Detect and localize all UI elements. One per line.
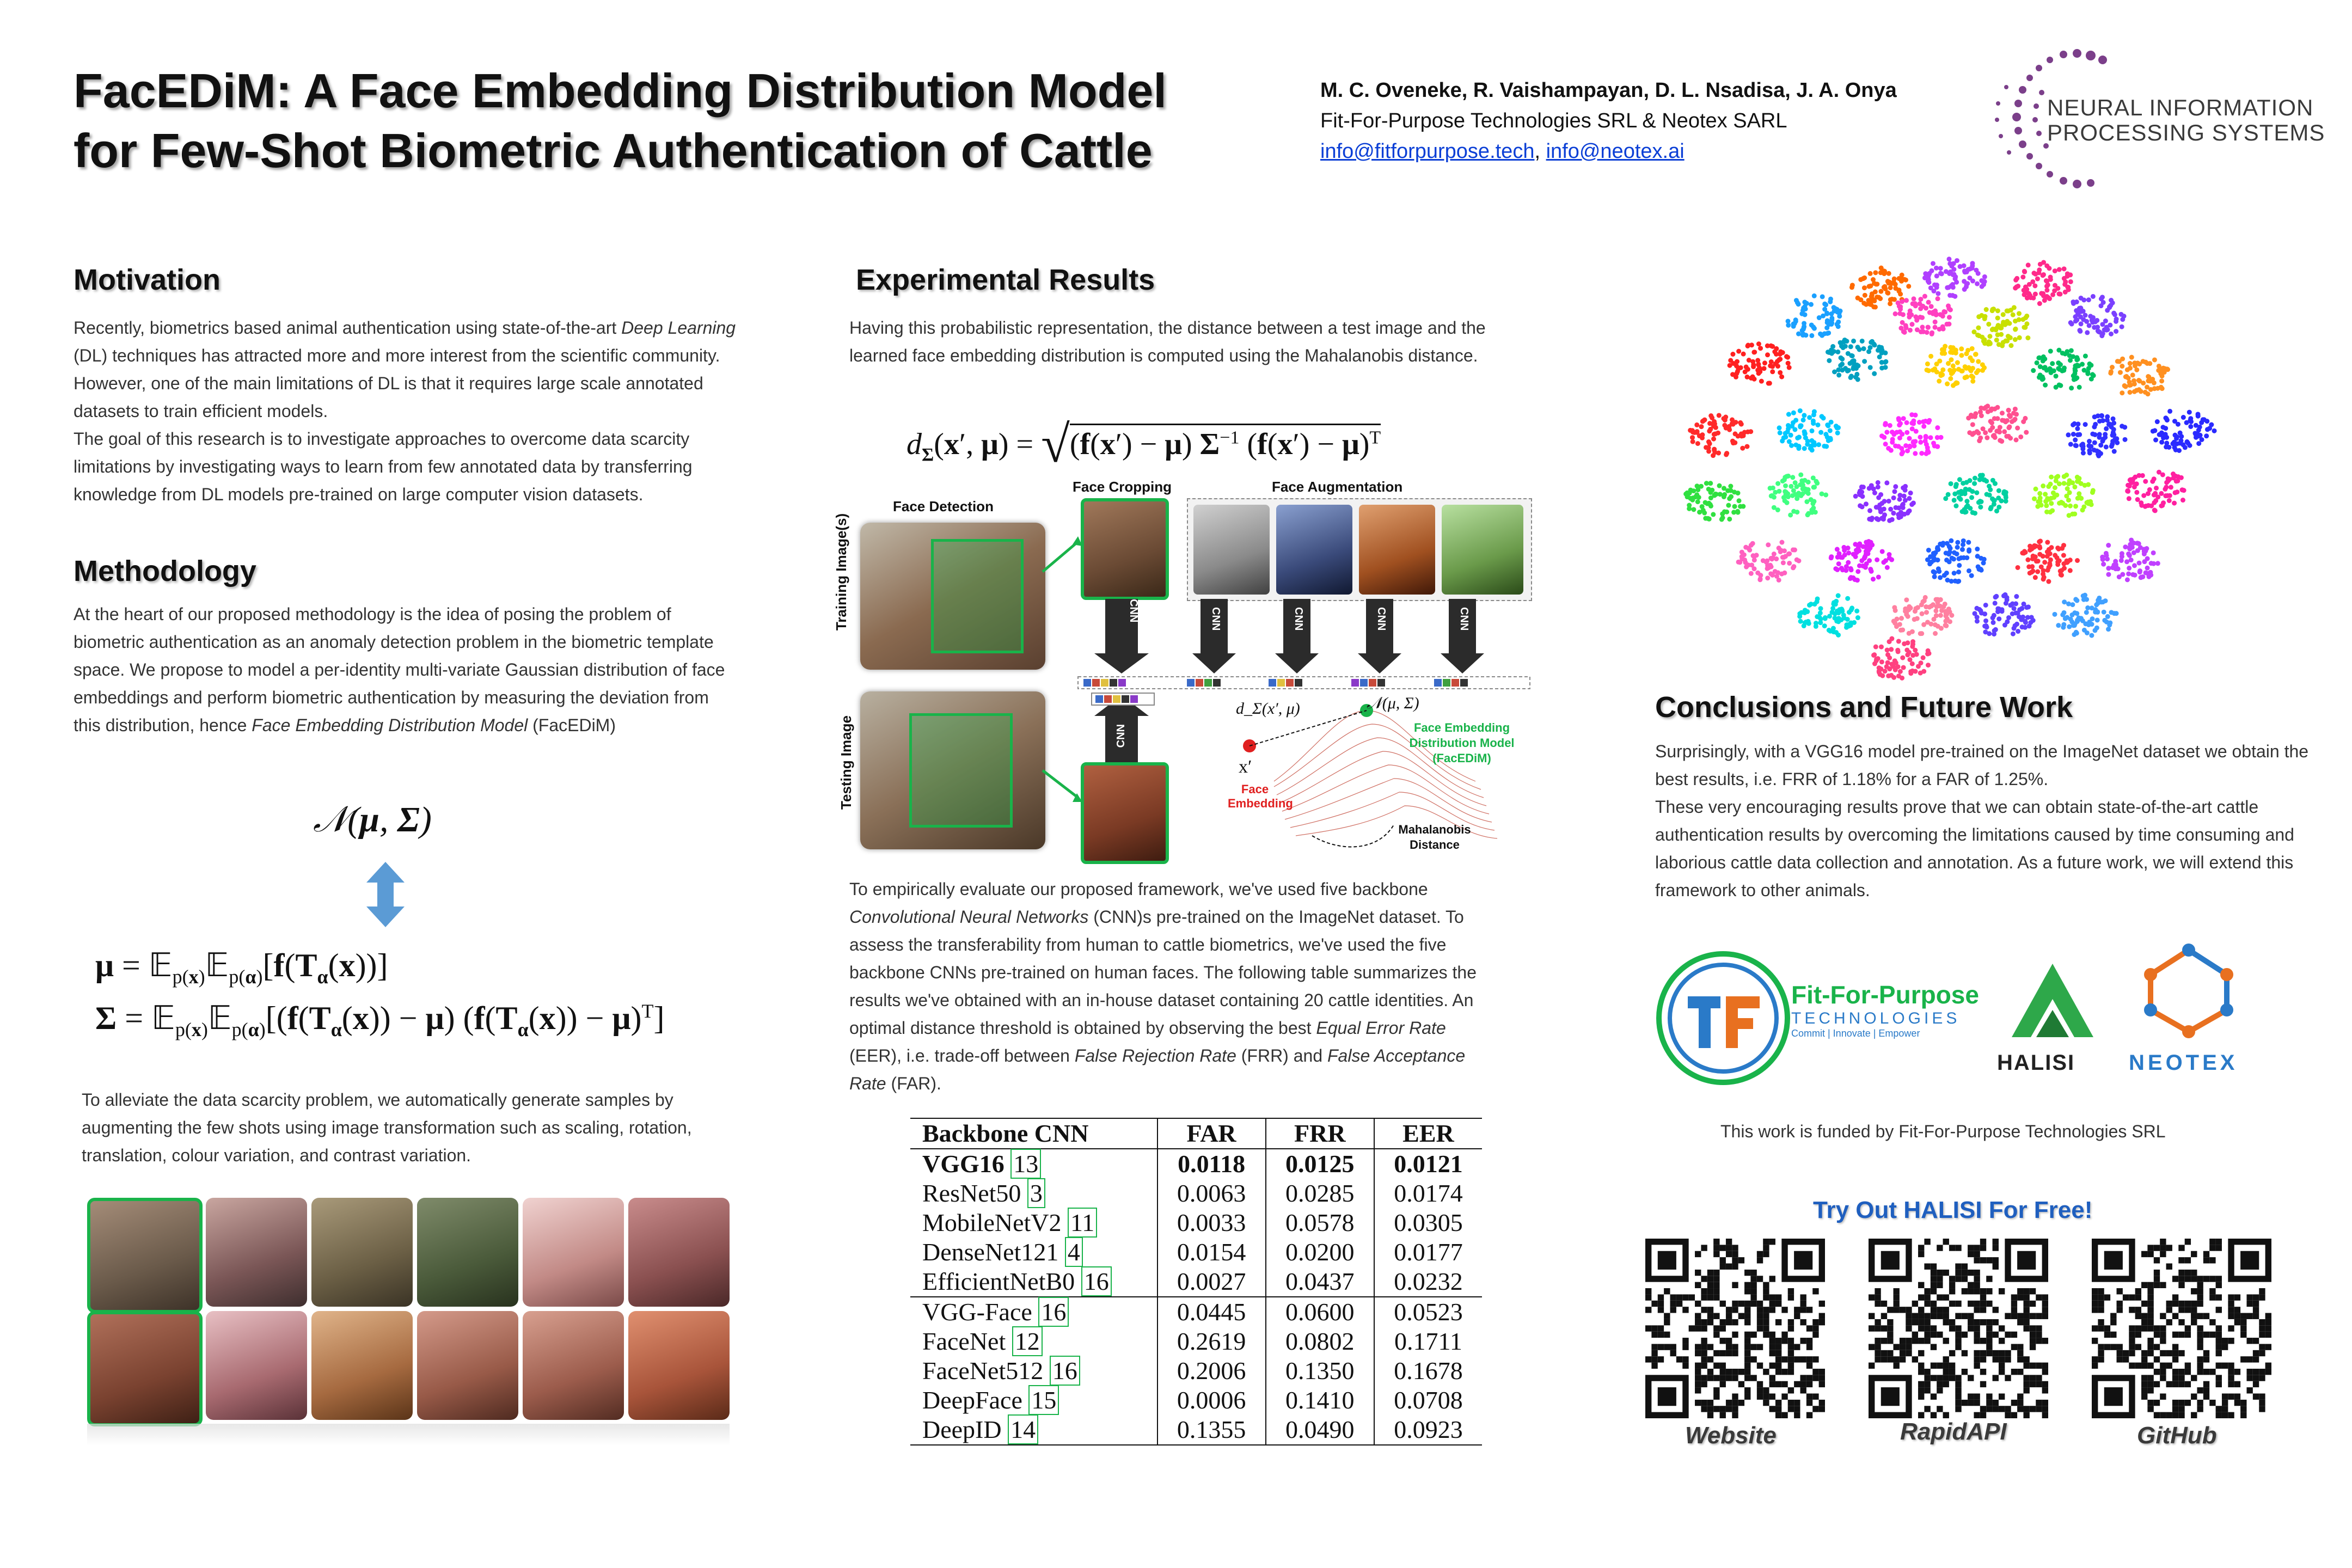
qr-website[interactable] <box>1645 1239 1825 1418</box>
cell-far: 0.1355 <box>1157 1415 1266 1445</box>
cell-backbone <box>910 1149 1157 1179</box>
cell-eer: 0.0121 <box>1374 1149 1482 1179</box>
conclusions-p1: Surprisingly, with a VGG16 model pre-trained on the ImageNet dataset we obtain the best results, i.e. FRR of 1.18% for a FAR of 1.25%. <box>1655 742 2309 789</box>
cell-eer: 0.0174 <box>1394 1179 1463 1207</box>
cow-aug-2 <box>311 1198 413 1307</box>
halisi-wordmark: HALISI <box>1997 1051 2075 1075</box>
author-block: M. C. Oveneke, R. Vaishampayan, D. L. Nsadisa, J. A. Onya Fit-For-Purpose Technologies SRL & Neotex SARL info@fitforpurpose.tech, info@neotex.ai <box>1320 75 1897 167</box>
methodology-p1-post: (FacEDiM) <box>532 715 616 735</box>
table-header: Backbone CNN <box>910 1118 1157 1149</box>
methodology-p1-italic: Face Embedding Distribution Model <box>252 715 528 735</box>
citation-link[interactable]: 14 <box>1008 1414 1038 1444</box>
table-header-row <box>910 1118 1482 1149</box>
cell-backbone <box>910 1386 1157 1415</box>
cell-frr: 0.0125 <box>1266 1149 1374 1179</box>
normal-label: 𝒩(μ, Σ) <box>1367 694 1419 712</box>
pipeline-arrows <box>822 476 1541 868</box>
cell-backbone <box>910 1356 1157 1386</box>
backbone-name: DeepID <box>922 1416 1002 1443</box>
exp-p2-a: To empirically evaluate our proposed framework, we've used five backbone <box>849 879 1428 899</box>
backbone-name: VGG-Face <box>922 1298 1032 1326</box>
funding-note: This work is funded by Fit-For-Purpose Technologies SRL <box>1720 1122 2166 1141</box>
citation-link[interactable]: 15 <box>1028 1385 1059 1415</box>
cell-backbone <box>910 1267 1157 1297</box>
email-link-1[interactable]: info@fitforpurpose.tech <box>1320 140 1535 163</box>
backbone-name: FaceNet <box>922 1327 1006 1355</box>
table-row <box>910 1267 1482 1297</box>
cell-far: 0.0154 <box>1157 1238 1266 1267</box>
exp-p2-i2: Equal Error Rate <box>1316 1018 1446 1038</box>
ffp-logo-icon <box>1655 950 1791 1086</box>
exp-p2-b: (CNN)s pre-trained on the ImageNet dataset. To assess the transferability from human to cattle biometrics, we've used the five backbone CNNs pre-trained on human faces. The following table summarizes the results we've obtained with an in-house dataset containing 20 cattle identities. An optimal distance threshold is obtained by observing the best <box>849 907 1477 1038</box>
cow-shot-2 <box>87 1311 203 1426</box>
cell-frr: 0.0200 <box>1266 1238 1374 1267</box>
table-row <box>910 1356 1482 1386</box>
results-table <box>910 1118 1482 1445</box>
face-augmentation-label: Face Augmentation <box>1272 479 1403 495</box>
augmentation-grid <box>87 1198 730 1448</box>
table-row <box>910 1297 1482 1327</box>
face-detection-label: Face Detection <box>893 498 994 514</box>
email-link-2[interactable]: info@neotex.ai <box>1546 140 1685 163</box>
backbone-name: VGG16 <box>922 1150 1004 1178</box>
exp-p2-e: (FAR). <box>891 1074 941 1093</box>
backbone-name: DenseNet121 <box>922 1238 1059 1266</box>
cell-backbone <box>910 1208 1157 1238</box>
motivation-p1-italic: Deep Learning <box>621 318 736 338</box>
cell-backbone <box>910 1179 1157 1208</box>
exp-p2-i3: False Rejection Rate <box>1074 1046 1236 1065</box>
cnn-label-1: CNN <box>1128 599 1140 623</box>
motivation-heading: Motivation <box>74 264 220 296</box>
double-arrow-icon <box>364 862 407 927</box>
pipeline-diagram <box>822 476 1541 868</box>
testing-label: Testing Image <box>837 715 854 810</box>
cell-far: 0.2619 <box>1157 1327 1266 1356</box>
halisi-logo-icon <box>2006 958 2099 1040</box>
cell-frr: 0.1410 <box>1266 1386 1374 1415</box>
title-line-1: FacEDiM: A Face Embedding Distribution Model <box>74 64 1167 118</box>
cell-far: 0.0027 <box>1157 1267 1266 1297</box>
cnn-label-3: CNN <box>1293 607 1304 631</box>
cell-backbone <box>910 1297 1157 1327</box>
cell-far: 0.0445 <box>1157 1297 1266 1327</box>
cell-eer: 0.1711 <box>1394 1327 1462 1355</box>
experimental-p1: Having this probabilistic representation, the distance between a test image and the learned face embedding distribution is computed using the Mahalanobis distance. <box>849 318 1486 365</box>
experimental-p2 <box>849 875 1503 1098</box>
cell-far: 0.2006 <box>1157 1356 1266 1386</box>
cell-eer: 0.0523 <box>1374 1297 1482 1327</box>
qr-label-website: Website <box>1685 1422 1777 1449</box>
table-body <box>910 1149 1482 1445</box>
cell-frr: 0.0285 <box>1266 1179 1374 1208</box>
cell-frr: 0.0490 <box>1266 1415 1374 1445</box>
table-row <box>910 1208 1482 1238</box>
cell-frr: 0.0600 <box>1266 1297 1374 1327</box>
face-cropping-label: Face Cropping <box>1073 479 1172 495</box>
cell-far: 0.0006 <box>1157 1386 1266 1415</box>
cnn-label-2: CNN <box>1210 607 1222 631</box>
ffp-logo <box>1655 950 1791 1086</box>
cell-frr: 0.0437 <box>1266 1267 1374 1297</box>
experimental-heading: Experimental Results <box>856 264 1155 296</box>
cow-aug-8 <box>417 1311 518 1420</box>
cell-far: 0.0033 <box>1157 1208 1266 1238</box>
backbone-name: FaceNet512 <box>922 1357 1044 1385</box>
backbone-name: MobileNetV2 <box>922 1209 1062 1236</box>
qr-label-rapidapi: RapidAPI <box>1900 1418 2007 1445</box>
methodology-p1: At the heart of our proposed methodology is the idea of posing the problem of biometric authentication as an anomaly detection problem in the biometric template space. We propose to model a per-identity multi-variate Gaussian distribution of face embeddings and perform biometric authentication by measuring the deviation from this distribution, hence <box>74 604 725 735</box>
neurips-line-1: NEURAL INFORMATION <box>2047 95 2314 120</box>
cow-aug-7 <box>311 1311 413 1420</box>
cow-aug-5 <box>628 1198 730 1307</box>
grid-reflection <box>87 1424 730 1445</box>
qr-rapidapi[interactable] <box>1869 1239 2048 1418</box>
ffp-wordmark <box>1791 980 1979 1039</box>
x-prime-label: x′ <box>1239 757 1252 777</box>
table-row <box>910 1327 1482 1356</box>
motivation-p1-post: (DL) techniques has attracted more and more interest from the scientific community. However, one of the main limitations of DL is that it requires large scale annotated datasets to train efficient models. <box>74 346 720 421</box>
table-header: EER <box>1374 1118 1482 1149</box>
cow-aug-6 <box>206 1311 307 1420</box>
mu-equation: $\mu = 𝔼_{p(x)}𝔼_{p(\alpha)}[f(T_\alpha(x))]$ <box>95 947 388 988</box>
training-label: Training Image(s) <box>833 513 850 631</box>
neotex-logo-icon <box>2140 942 2238 1040</box>
table-row <box>910 1149 1482 1179</box>
cell-far: 0.0063 <box>1157 1179 1266 1208</box>
cow-aug-3 <box>417 1198 518 1307</box>
backbone-name: DeepFace <box>922 1386 1022 1414</box>
cell-frr: 0.0802 <box>1266 1327 1374 1356</box>
author-names: M. C. Oveneke, R. Vaishampayan, D. L. Nsadisa, J. A. Onya <box>1320 79 1897 102</box>
sigma-equation: $\Sigma = 𝔼_{p(x)}𝔼_{p(\alpha)}[(f(T_\alpha(x)) - \mu) (f(T_\alpha(x)) - \mu)^T]$ <box>95 1000 665 1040</box>
try-out-heading: Try Out HALISI For Free! <box>1813 1197 2093 1223</box>
cell-eer: 0.0305 <box>1394 1209 1463 1236</box>
cnn-label-test: CNN <box>1115 724 1127 748</box>
cell-frr: 0.0578 <box>1266 1208 1374 1238</box>
cow-aug-10 <box>628 1311 730 1420</box>
table-row <box>910 1238 1482 1267</box>
conclusions-heading: Conclusions and Future Work <box>1655 691 2073 724</box>
title-line-2: for Few-Shot Biometric Authentication of Cattle <box>74 124 1153 177</box>
cell-eer: 0.0177 <box>1394 1238 1463 1266</box>
conclusions-p2: These very encouraging results prove that we can obtain state-of-the-art cattle authentication results by overcoming the limitations caused by time consuming and laborious cattle data collection and annotation. As a future work, we will extend this framework to other animals. <box>1655 797 2294 900</box>
neurips-logo <box>1982 44 2330 196</box>
cow-aug-9 <box>523 1311 624 1420</box>
qr-label-github: GitHub <box>2137 1422 2217 1449</box>
cell-eer: 0.1678 <box>1394 1357 1463 1385</box>
backbone-name: ResNet50 <box>922 1179 1021 1207</box>
conclusions-text <box>1655 738 2314 904</box>
methodology-heading: Methodology <box>74 555 256 587</box>
cow-aug-1 <box>206 1198 307 1307</box>
cell-far: 0.0118 <box>1157 1149 1266 1179</box>
table-header: FAR <box>1157 1118 1266 1149</box>
citation-link[interactable]: 4 <box>1065 1237 1083 1267</box>
cell-backbone <box>910 1415 1157 1445</box>
cell-eer: 0.0708 <box>1394 1386 1463 1414</box>
neotex-wordmark: NEOTEX <box>2129 1051 2238 1075</box>
cnn-label-5: CNN <box>1458 607 1470 631</box>
methodology-text <box>74 601 738 739</box>
exp-p2-i4: False Acceptance Rate <box>849 1046 1466 1093</box>
exp-p2-d: (FRR) and <box>1241 1046 1323 1065</box>
citation-link[interactable]: 12 <box>1012 1326 1043 1356</box>
table-header: FRR <box>1266 1118 1374 1149</box>
motivation-text <box>74 314 738 509</box>
cnn-label-4: CNN <box>1375 607 1387 631</box>
mahalanobis-equation: $d_\Sigma(x'$, μ) = √(f(x′) − μ) $\Sigma^{-1}$ $(f(x') - \mu)^T$ <box>906 415 1381 473</box>
citation-link[interactable]: 16 <box>1038 1297 1069 1327</box>
motivation-p2: The goal of this research is to investigate approaches to overcome data scarcity limitations by investigating ways to learn from few annotated data by transferring knowledge from DL models pre-trained on large computer vision datasets. <box>74 429 693 504</box>
cell-eer: 0.0232 <box>1394 1267 1463 1295</box>
tsne-embedding-plot <box>1650 256 2303 681</box>
motivation-p1-pre: Recently, biometrics based animal authentication using state-of-the-art <box>74 318 617 338</box>
ffp-sub: TECHNOLOGIES <box>1791 1009 1961 1027</box>
ffp-tag: Commit | Innovate | Empower <box>1791 1028 1920 1039</box>
facedim-label: Face Embedding Distribution Model (FacEDiM) <box>1409 721 1515 765</box>
cell-eer: 0.0923 <box>1374 1415 1482 1445</box>
face-embedding-label: Face Embedding <box>1228 782 1293 810</box>
qr-github[interactable] <box>2092 1239 2271 1418</box>
table-row <box>910 1415 1482 1445</box>
citation-link[interactable]: 16 <box>1081 1266 1112 1296</box>
mahalanobis-label: Mahalanobis Distance <box>1398 823 1471 852</box>
exp-p2-i1: Convolutional Neural Networks <box>849 907 1089 927</box>
cow-shot-1 <box>87 1198 203 1313</box>
citation-link[interactable]: 13 <box>1010 1149 1041 1179</box>
dist-label: d_Σ(x′, μ) <box>1236 700 1300 718</box>
ffp-name: Fit-For-Purpose <box>1791 981 1979 1009</box>
backbone-name: EfficientNetB0 <box>922 1267 1075 1295</box>
cell-backbone <box>910 1327 1157 1356</box>
citation-link[interactable]: 11 <box>1068 1208 1097 1238</box>
cell-frr: 0.1350 <box>1266 1356 1374 1386</box>
exp-p2-c: (EER), i.e. trade-off between <box>849 1046 1070 1065</box>
cell-backbone <box>910 1238 1157 1267</box>
table-row <box>910 1386 1482 1415</box>
methodology-p2: To alleviate the data scarcity problem, we automatically generate samples by augmenting the few shots using image transformation such as scaling, rotation, translation, colour variation, and contrast variation. <box>82 1090 692 1165</box>
cow-aug-4 <box>523 1198 624 1307</box>
table-row <box>910 1179 1482 1208</box>
gaussian-notation: 𝒩(μ, Σ) <box>313 800 432 840</box>
citation-link[interactable]: 16 <box>1050 1356 1080 1386</box>
neurips-line-2: PROCESSING SYSTEMS <box>2047 120 2325 145</box>
citation-link[interactable]: 3 <box>1027 1178 1045 1208</box>
affiliation: Fit-For-Purpose Technologies SRL & Neotex SARL <box>1320 109 1787 132</box>
